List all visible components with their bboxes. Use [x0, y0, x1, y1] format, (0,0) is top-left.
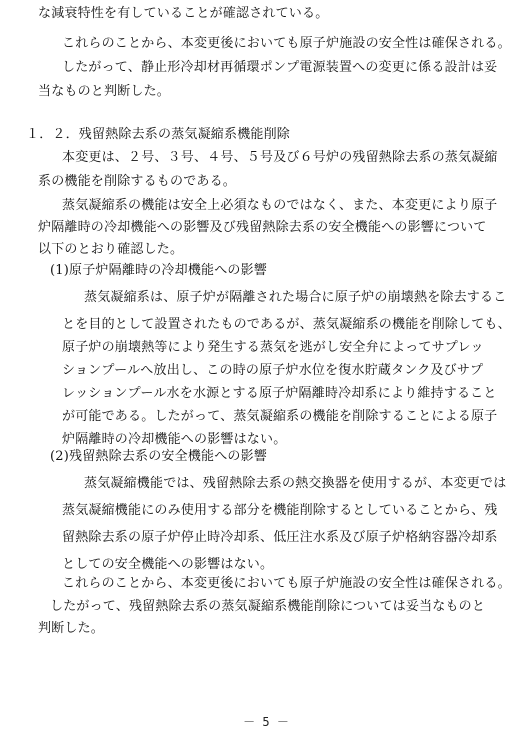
- sub2-line-1: 蒸気凝縮機能では、残留熱除去系の熱交換器を使用するが、本変更では: [84, 476, 507, 491]
- sub1-line-2: とを目的として設置されたものであるが、蒸気凝縮系の機能を削除しても、: [62, 317, 511, 332]
- top-line-2: これらのことから、本変更後においても原子炉施設の安全性は確保される。: [62, 36, 511, 51]
- top-line-1: な減衰特性を有していることが確認されている。: [38, 6, 329, 21]
- sub1-line-5: レッションプール水を水源とする原子炉隔離時冷却系により維持すること: [62, 386, 497, 401]
- conclusion-line-2: したがって、残留熱除去系の蒸気凝縮系機能削除については妥当なものと: [50, 599, 486, 614]
- sub1-heading: (1)原子炉隔離時の冷却機能への影響: [50, 263, 268, 278]
- sub2-heading: (2)残留熱除去系の安全機能への影響: [50, 449, 268, 464]
- sub1-line-1: 蒸気凝縮系は、原子炉が隔離された場合に原子炉の崩壊熱を除去するこ: [84, 290, 507, 305]
- sub2-line-3: 留熱除去系の原子炉停止時冷却系、低圧注水系及び原子炉格納容器冷却系: [62, 530, 498, 545]
- top-line-3: したがって、静止形冷却材再循環ポンプ電源装置への変更に係る設計は妥: [62, 60, 498, 75]
- section-p2-line-2: 炉隔離時の冷却機能への影響及び残留熱除去系の安全機能への影響について: [38, 220, 487, 235]
- section-p2-line-1: 蒸気凝縮系の機能は安全上必須なものではなく、また、本変更により原子: [62, 198, 498, 213]
- sub2-line-4: としての安全機能への影響はない。: [62, 557, 274, 572]
- page-number: － 5 －: [243, 715, 289, 729]
- top-line-4: 当なものと判断した。: [38, 84, 171, 99]
- sub1-line-3: 原子炉の崩壊熱等により発生する蒸気を逃がし安全弁によってサプレッ: [62, 340, 484, 355]
- section-p1-line-1: 本変更は、２号、３号、４号、５号及び６号炉の残留熱除去系の蒸気凝縮: [62, 150, 498, 165]
- sub2-line-2: 蒸気凝縮機能にのみ使用する部分を機能削除するとしていることから、残: [62, 503, 498, 518]
- conclusion-line-1: これらのことから、本変更後においても原子炉施設の安全性は確保される。: [62, 576, 511, 591]
- sub1-line-7: 炉隔離時の冷却機能への影響はない。: [62, 432, 287, 447]
- section-p2-line-3: 以下のとおり確認した。: [38, 242, 184, 257]
- sub1-line-6: が可能である。したがって、蒸気凝縮系の機能を削除することによる原子: [62, 409, 498, 424]
- section-heading: １．２．残留熱除去系の蒸気凝縮系機能削除: [26, 127, 291, 142]
- sub1-line-4: ションプールへ放出し、この時の原子炉水位を復水貯蔵タンク及びサプ: [62, 363, 484, 378]
- conclusion-line-3: 判断した。: [38, 621, 105, 636]
- section-p1-line-2: 系の機能を削除するものである。: [38, 174, 237, 189]
